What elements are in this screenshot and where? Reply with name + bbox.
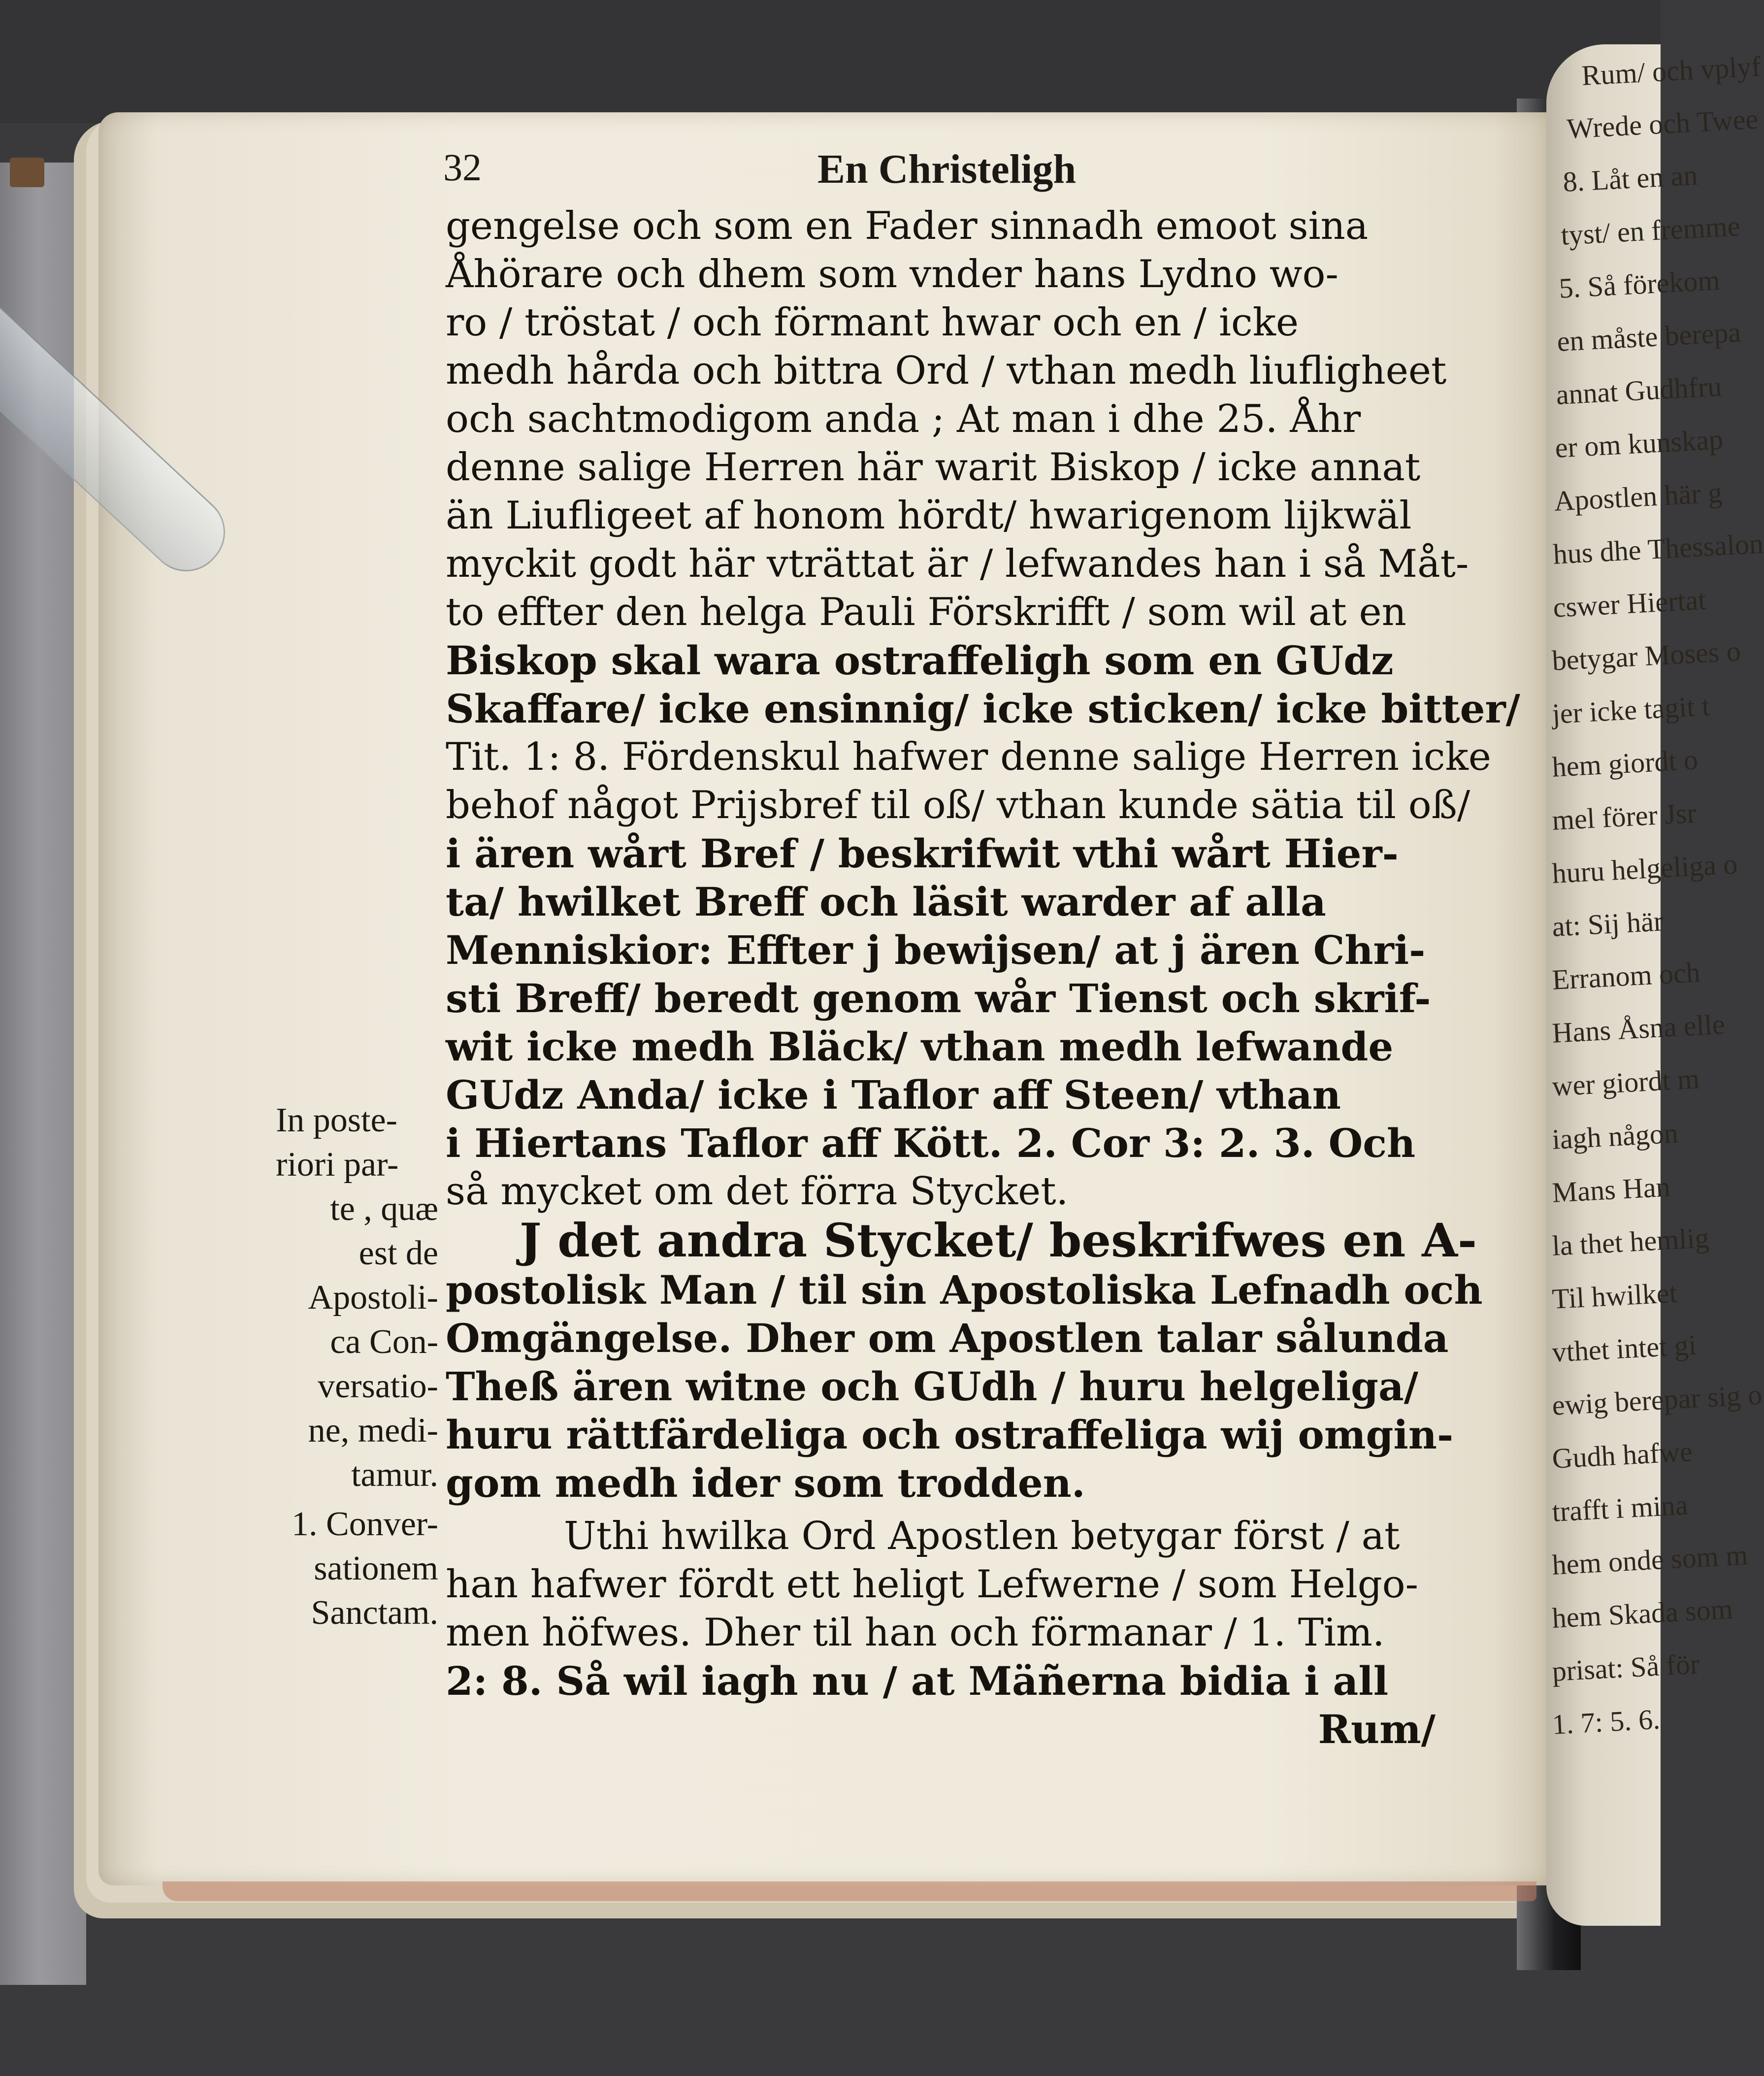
facing-page-line: vthet intet gi xyxy=(1551,1328,1698,1368)
page-header xyxy=(443,145,1433,199)
margin-note-line: ca Con- xyxy=(330,1323,438,1361)
text-line: behof något Prijsbref til oß/ vthan kunde sätia til oß/ xyxy=(446,783,1470,827)
text-line: GUdz Anda/ icke i Taflor aff Steen/ vthan xyxy=(446,1072,1341,1118)
margin-note-line: 1. Conver- xyxy=(292,1505,438,1543)
text-line: än Liufligeet af honom hördt/ hwarigenom lijkwäl xyxy=(446,494,1412,538)
margin-note-line: te , quæ xyxy=(330,1190,438,1228)
facing-page-line: mel förer Jsr xyxy=(1551,796,1698,836)
running-head: En Christeligh xyxy=(817,146,1077,192)
facing-page-line: Apostlen här g xyxy=(1553,476,1723,517)
facing-page-line: 1. 7: 5. 6. xyxy=(1551,1703,1661,1741)
text-line: denne salige Herren här warit Biskop / icke annat xyxy=(446,445,1421,490)
margin-note-line: versatio- xyxy=(318,1367,438,1405)
facing-page-line: ewig berepar sig o xyxy=(1551,1378,1763,1421)
text-line: Theß ären witne och GUdh / huru helgeliga/ xyxy=(446,1363,1418,1410)
facing-page-line: Rum/ och vplyf xyxy=(1581,50,1762,92)
facing-page-line: Mans Han xyxy=(1551,1170,1671,1209)
text-line: men höfwes. Dher til han och förmanar / 1. Tim. xyxy=(446,1611,1385,1655)
facing-page-line: hem onde som m xyxy=(1551,1539,1749,1581)
facing-page-line: er om kunskap xyxy=(1554,423,1724,464)
facing-page-line: betygar Moses o xyxy=(1551,634,1742,677)
facing-page-line: Wrede och Twee xyxy=(1566,102,1759,145)
text-line: i Hiertans Taflor aff Kött. 2. Cor 3: 2. 3. Och xyxy=(446,1120,1416,1166)
facing-page-line: hem Skada som xyxy=(1551,1592,1734,1634)
facing-page-line: trafft i mina xyxy=(1551,1488,1689,1528)
margin-note-line: Sanctam. xyxy=(311,1594,438,1632)
margin-note-line: tamur. xyxy=(351,1456,438,1494)
text-line: gom medh ider som trodden. xyxy=(446,1460,1085,1506)
facing-page-line: hus dhe Thessalon xyxy=(1552,527,1764,570)
facing-page-line: en måste berepa xyxy=(1556,316,1742,358)
book-cover-corner xyxy=(10,158,44,187)
text-line: i ären wårt Bref / beskrifwit vthi wårt Hier- xyxy=(446,830,1399,877)
text-line: Tit. 1: 8. Fördenskul hafwer denne salige Herren icke xyxy=(446,735,1491,779)
margin-note-line: ne, medi- xyxy=(308,1412,438,1450)
facing-page-line: wer giordt m xyxy=(1551,1062,1700,1102)
text-line: postolisk Man / til sin Apostoliska Lefnadh och xyxy=(446,1267,1483,1313)
margin-note-line: riori par- xyxy=(276,1146,399,1184)
facing-page xyxy=(1546,44,1764,1926)
page-number: 32 xyxy=(443,146,482,189)
facing-page-line: Til hwilket xyxy=(1551,1276,1678,1315)
text-line: Biskop skal wara ostraffeligh som en GUdz xyxy=(446,637,1394,684)
facing-page-line: huru helgeliga o xyxy=(1551,848,1738,890)
text-line: Omgängelse. Dher om Apostlen talar sålunda xyxy=(446,1315,1449,1361)
facing-page-line: 5. Så förekom xyxy=(1558,264,1721,304)
text-line: sti Breff/ beredt genom wår Tienst och skrif- xyxy=(446,975,1431,1022)
section-heading-line: J det andra Stycket/ beskrifwes en A- xyxy=(520,1214,1477,1268)
text-line: medh hårda och bittra Ord / vthan medh liufligheet xyxy=(446,349,1447,393)
facing-page-line: 8. Låt en an xyxy=(1562,159,1699,198)
page-red-edge xyxy=(163,1881,1536,1901)
facing-page-line: iagh någon xyxy=(1551,1117,1679,1155)
text-line: Skaffare/ icke ensinnig/ icke sticken/ icke bitter/ xyxy=(446,686,1520,732)
facing-page-line: la thet hemlig xyxy=(1551,1221,1710,1262)
margin-note-line: Apostoli- xyxy=(308,1279,438,1317)
text-line: 2: 8. Så wil iagh nu / at Mäñerna bidia i all xyxy=(446,1658,1389,1704)
backdrop xyxy=(0,0,1661,123)
text-line: han hafwer fördt ett heligt Lefwerne / som Helgo- xyxy=(446,1562,1418,1607)
facing-page-line: prisat: Så för xyxy=(1551,1648,1700,1687)
text-line: to effter den helga Pauli Förskrifft / som wil at en xyxy=(446,590,1406,634)
text-line: huru rättfärdeliga och ostraffeliga wij omgin- xyxy=(446,1412,1454,1458)
facing-page-line: hem giordt o xyxy=(1551,743,1699,783)
facing-page-line: cswer Hiertat xyxy=(1552,583,1707,624)
facing-page-line: Gudh hafwe xyxy=(1551,1435,1694,1475)
text-line: myckit godt här vträttat är / lefwandes han i så Måt- xyxy=(446,542,1469,586)
facing-page-line: Hans Åsna elle xyxy=(1551,1008,1726,1049)
text-line: gengelse och som en Fader sinnadh emoot sina xyxy=(446,204,1369,248)
facing-page-line: at: Sij här xyxy=(1551,905,1664,943)
catchword: Rum/ xyxy=(1318,1706,1436,1752)
facing-page-line: Erranom och xyxy=(1551,956,1701,996)
text-line: Menniskior: Effter j bewijsen/ at j ären Chri- xyxy=(446,927,1426,973)
facing-page-line: tyst/ en fremme xyxy=(1560,209,1741,251)
text-line: Åhörare och dhem som vnder hans Lydno wo- xyxy=(446,252,1339,297)
text-line: ro / tröstat / och förmant hwar och en / icke xyxy=(446,300,1299,345)
margin-note-line: In poste- xyxy=(276,1101,397,1139)
facing-page-line: jer icke tagit t xyxy=(1551,690,1711,730)
margin-note-line: est de xyxy=(359,1234,438,1272)
text-line: och sachtmodigom anda ; At man i dhe 25. Åhr xyxy=(446,397,1361,441)
text-line: Uthi hwilka Ord Apostlen betygar först / at xyxy=(564,1514,1400,1558)
text-line: så mycket om det förra Stycket. xyxy=(446,1169,1069,1214)
margin-note-line: sationem xyxy=(314,1549,438,1587)
text-line: ta/ hwilket Breff och läsit warder af alla xyxy=(446,879,1326,925)
text-line: wit icke medh Bläck/ vthan medh lefwande xyxy=(446,1023,1394,1070)
facing-page-line: annat Gudhfru xyxy=(1555,370,1723,411)
